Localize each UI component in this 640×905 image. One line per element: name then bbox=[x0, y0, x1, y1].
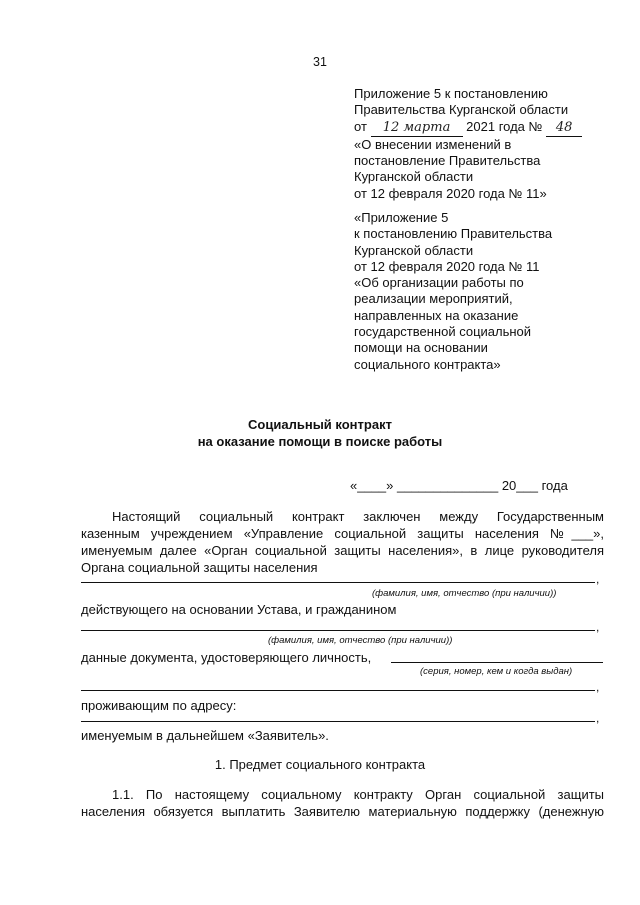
appendix-ref-line: «Приложение 5 bbox=[354, 210, 449, 225]
hint-fio: (фамилия, имя, отчество (при наличии)) bbox=[268, 635, 453, 646]
document-title: Социальный контракт bbox=[248, 417, 392, 432]
appendix-ref-line: направленных на оказание bbox=[354, 307, 519, 323]
blank-doc-line bbox=[81, 690, 595, 691]
hint-fio: (фамилия, имя, отчество (при наличии)) bbox=[372, 588, 557, 599]
appendix-line: Курганской области bbox=[354, 169, 474, 185]
comma: , bbox=[596, 711, 600, 725]
appendix-ref-line: помощи на основании bbox=[354, 340, 488, 356]
appendix-line: Приложение 5 к постановлению bbox=[354, 86, 548, 101]
appendix-reference bbox=[354, 210, 624, 373]
blank-fio-line bbox=[81, 582, 595, 583]
hint-doc: (серия, номер, кем и когда выдан) bbox=[420, 666, 573, 677]
handwritten-number: 48 bbox=[546, 120, 582, 137]
appendix-header bbox=[354, 86, 624, 202]
appendix-line: «О внесении изменений в bbox=[354, 136, 512, 152]
handwritten-date: 12 марта bbox=[371, 120, 463, 137]
contract-date-line: «____» ______________ 20___ года bbox=[350, 478, 568, 493]
appendix-line: постановление Правительства bbox=[354, 153, 541, 169]
appendix-ref-line: от 12 февраля 2020 года № 11 bbox=[354, 258, 540, 274]
comma: , bbox=[596, 680, 600, 694]
appendix-line: Правительства Курганской области bbox=[354, 102, 569, 118]
date-prefix: от bbox=[354, 118, 367, 134]
section-title: 1. Предмет социального контракта bbox=[214, 757, 426, 772]
appendix-line: от 12 февраля 2020 года № 11» bbox=[354, 185, 547, 201]
appendix-ref-line: к постановлению Правительства bbox=[354, 226, 553, 242]
address-text: проживающим по адресу: bbox=[81, 698, 237, 713]
paragraph1-line: именуемым далее «Орган социальной защиты населения», в лице руководителя bbox=[81, 543, 604, 558]
comma: , bbox=[596, 572, 600, 586]
appendix-date-line bbox=[354, 119, 624, 137]
comma: , bbox=[596, 620, 600, 634]
page-number: 31 bbox=[313, 55, 327, 69]
appendix-ref-line: «Об организации работы по bbox=[354, 275, 524, 291]
paragraph1-line: Органа социальной защиты населения bbox=[81, 560, 318, 575]
appendix-ref-line: социального контракта» bbox=[354, 356, 501, 372]
blank-fio-line bbox=[81, 630, 595, 631]
blank-doc-line bbox=[391, 662, 603, 663]
doc-text: данные документа, удостоверяющего личность, bbox=[81, 650, 372, 665]
paragraph-1-1-line: населения обязуется выплатить Заявителю материальную поддержку (денежную bbox=[81, 804, 604, 819]
paragraph1-line: казенным учреждением «Управление социальной защиты населения №___», bbox=[81, 526, 604, 541]
named-text: именуемым в дальнейшем «Заявитель». bbox=[81, 728, 329, 743]
paragraph1-line: Настоящий социальный контракт заключен между Государственным bbox=[112, 509, 604, 524]
blank-address-line bbox=[81, 721, 595, 722]
appendix-ref-line: Курганской области bbox=[354, 242, 474, 258]
paragraph-1-1-line: 1.1. По настоящему социальному контракту Орган социальной защиты bbox=[112, 787, 604, 802]
acting-text: действующего на основании Устава, и гражданином bbox=[81, 602, 397, 617]
appendix-ref-line: реализации мероприятий, bbox=[354, 291, 513, 307]
appendix-ref-line: государственной социальной bbox=[354, 324, 532, 340]
date-suffix: 2021 года № bbox=[466, 118, 543, 134]
document-subtitle: на оказание помощи в поиске работы bbox=[197, 434, 443, 449]
